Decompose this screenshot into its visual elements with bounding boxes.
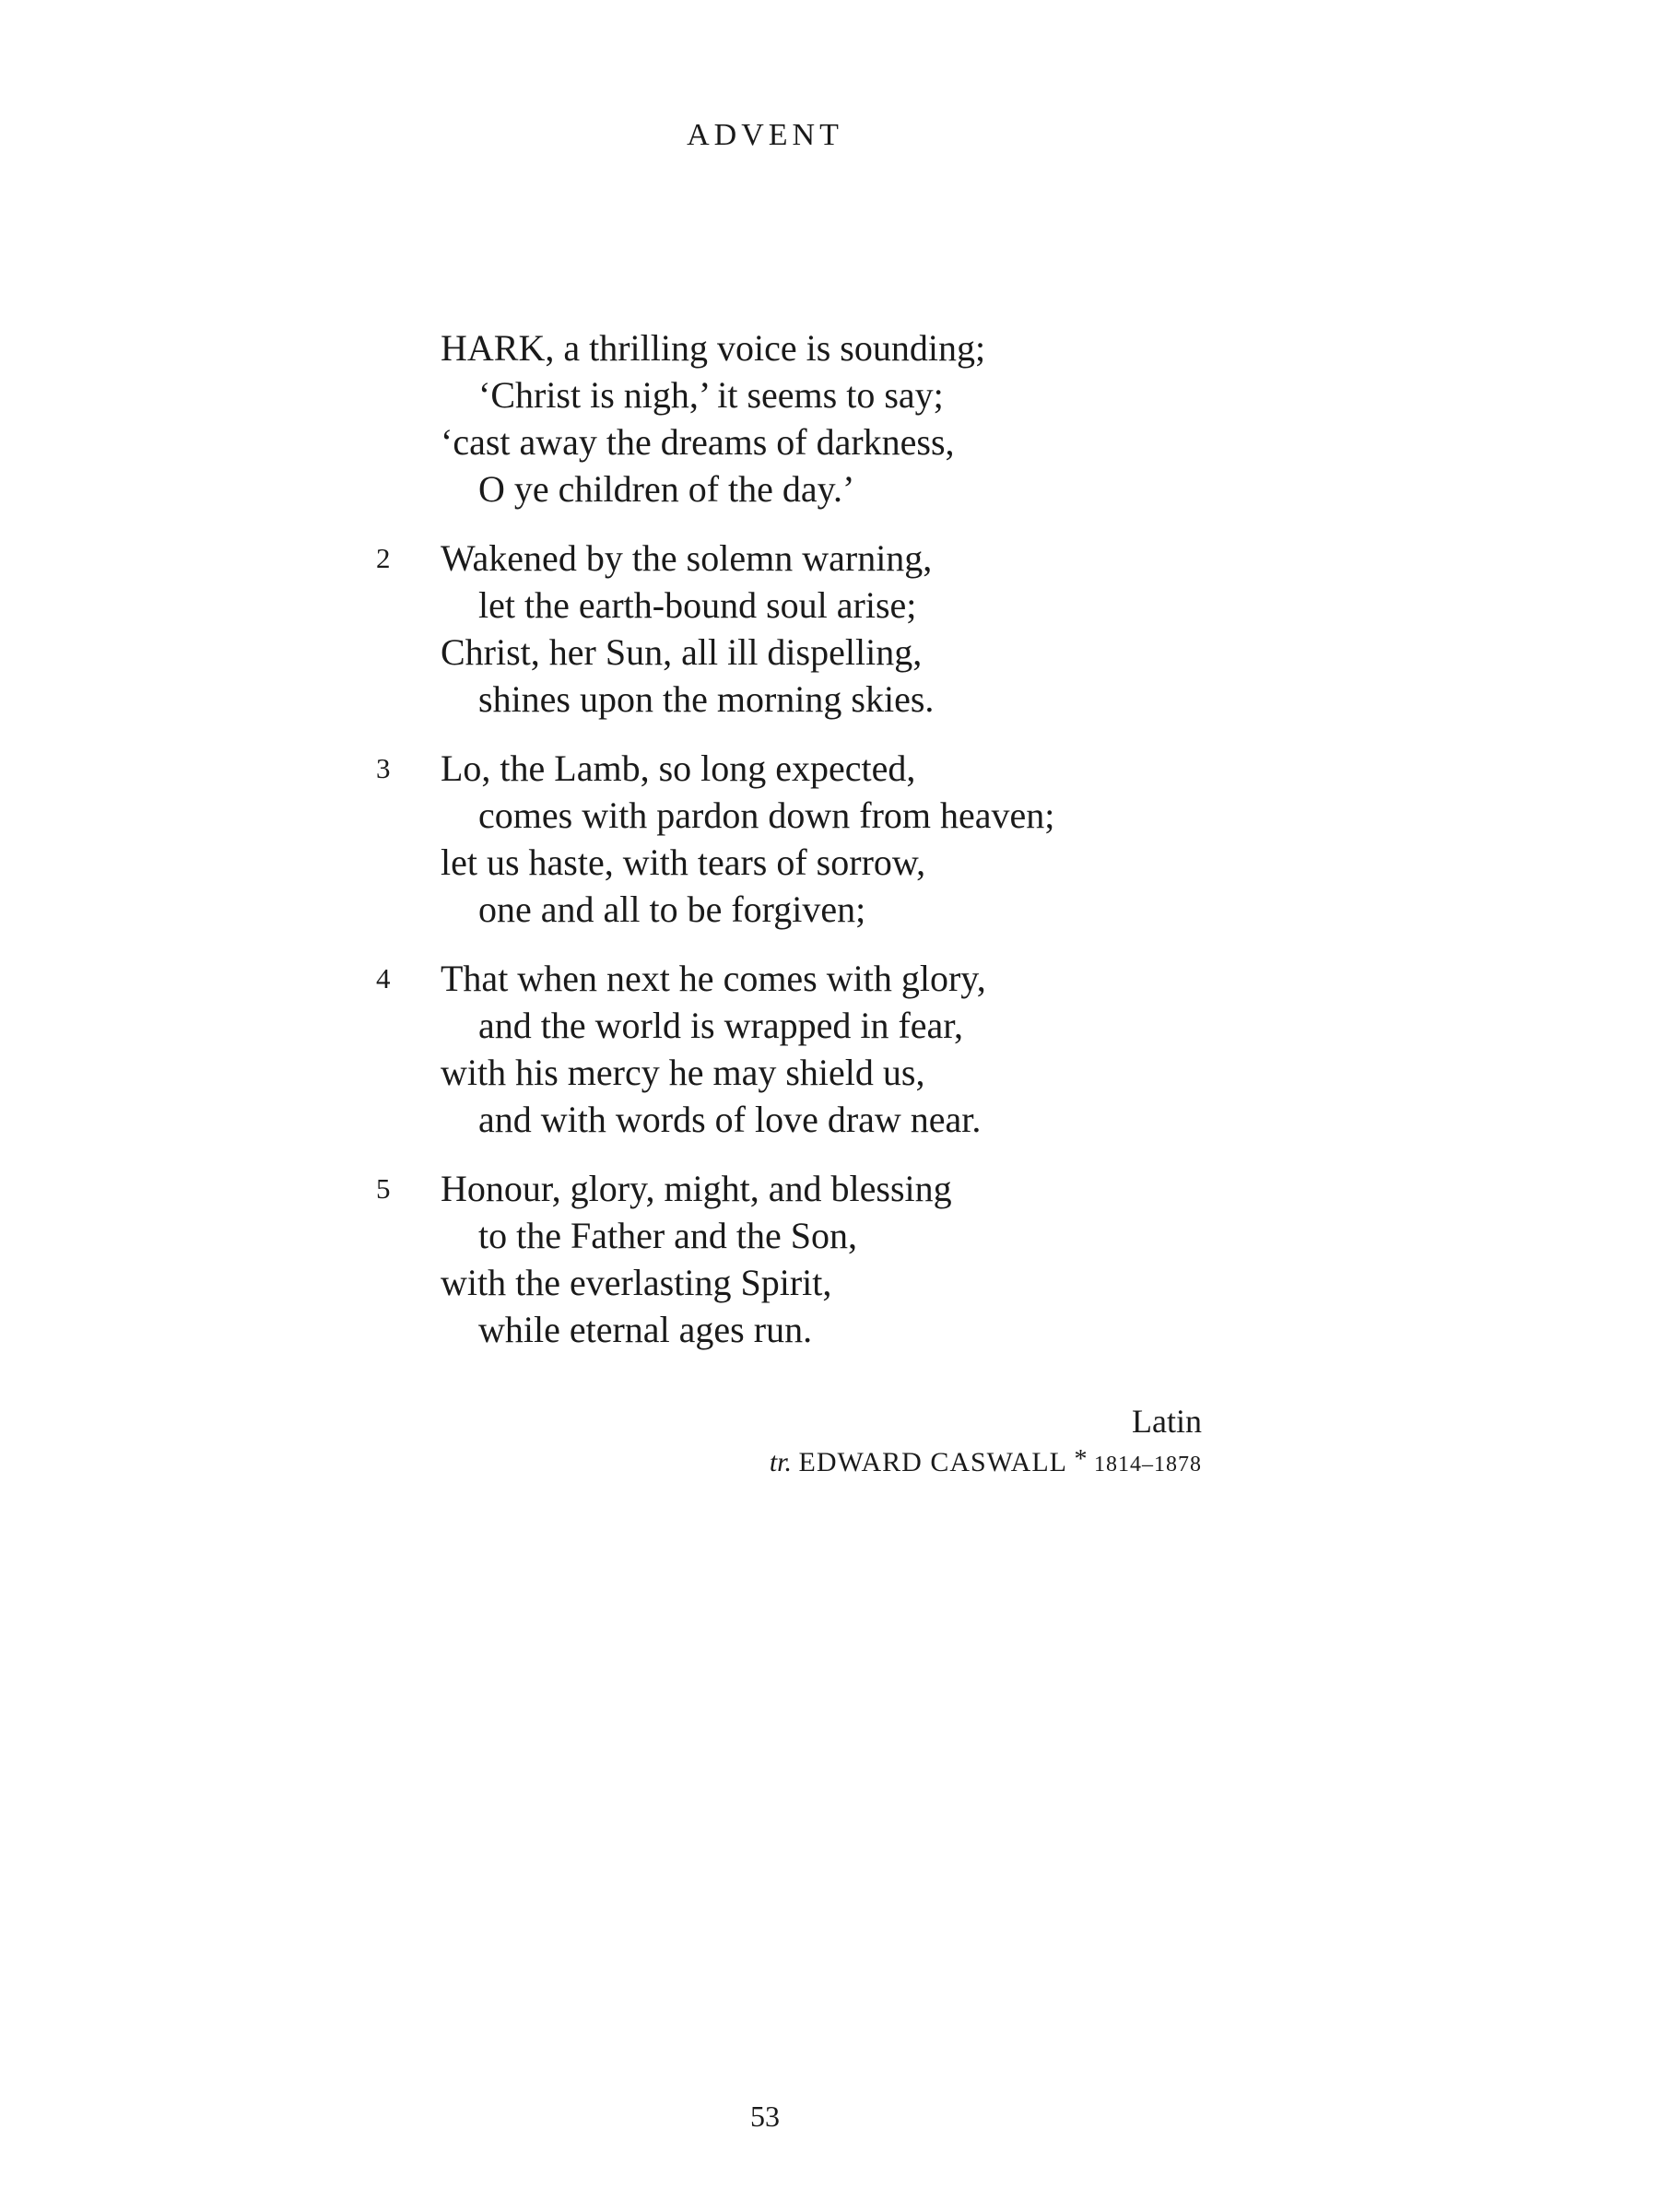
translator-name: EDWARD CASWALL [798,1447,1067,1477]
translator-credit [770,1443,1202,1481]
verse-line: ‘Christ is nigh,’ it seems to say; [478,374,944,416]
verse-line: let us haste, with tears of sorrow, [441,841,926,883]
verse-line: and with words of love draw near. [478,1099,982,1140]
verse-4 [0,955,1659,1143]
verse-line: That when next he comes with glory, [441,958,986,999]
verse-line: comes with pardon down from heaven; [478,794,1055,836]
page-number: 53 [750,2100,780,2133]
verse-5 [0,1165,1659,1353]
verse-line: let the earth-bound soul arise; [478,584,917,626]
verse-line: HARK, a thrilling voice is sounding; [441,327,986,369]
verse-line: one and all to be forgiven; [478,888,866,930]
verse-line: with the everlasting Spirit, [441,1262,832,1303]
star-marker: * [1074,1445,1088,1474]
attribution [770,1399,1202,1481]
verse-2 [0,535,1659,723]
verse-line: Christ, her Sun, all ill dispelling, [441,631,923,673]
verse-number: 3 [376,752,391,784]
hymn-text [0,324,1659,1375]
verse-line: and the world is wrapped in fear, [478,1005,963,1046]
running-head: ADVENT [687,118,843,152]
verse-number: 5 [376,1172,391,1205]
verse-line: Honour, glory, might, and blessing [441,1168,952,1209]
verse-line: ‘cast away the dreams of darkness, [441,421,955,463]
verse-line: with his mercy he may shield us, [441,1052,925,1093]
source-language: Latin [1132,1403,1202,1440]
verse-line: Wakened by the solemn warning, [441,537,933,579]
verse-number: 4 [376,962,391,994]
translator-dates: 1814–1878 [1094,1453,1202,1477]
verse-line: shines upon the morning skies. [478,678,935,720]
verse-line: O ye children of the day.’ [478,468,855,510]
translator-prefix: tr. [769,1447,792,1477]
verse-line: to the Father and the Son, [478,1215,858,1256]
verse-3 [0,745,1659,933]
verse-1 [0,324,1659,512]
verse-line: Lo, the Lamb, so long expected, [441,747,916,789]
verse-number: 2 [376,542,391,574]
verse-line: while eternal ages run. [478,1309,813,1350]
